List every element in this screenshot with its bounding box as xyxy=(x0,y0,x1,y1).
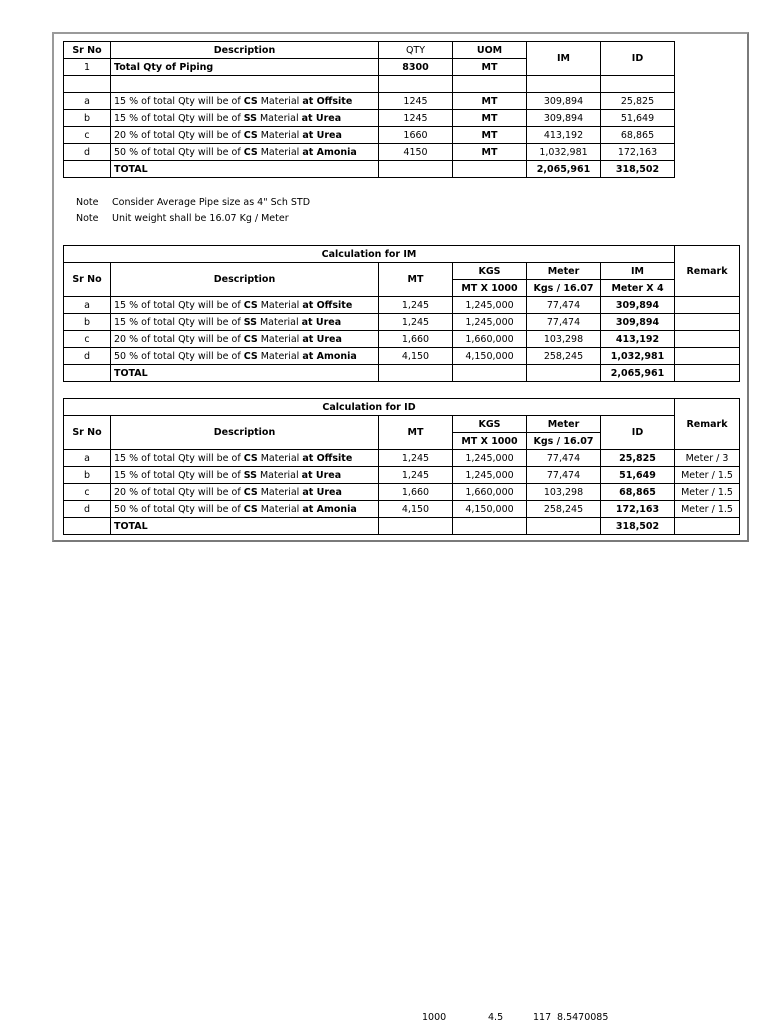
row-kgs: 1,245,000 xyxy=(453,467,527,484)
calc-id-header-meter: Meter xyxy=(527,416,601,433)
summary-total-label: TOTAL xyxy=(111,161,379,178)
row-remark xyxy=(675,297,740,314)
summary-row xyxy=(64,127,675,144)
material-type: CS xyxy=(243,503,258,515)
calc-row xyxy=(64,450,740,467)
calc-row xyxy=(64,501,740,518)
row-sr-no: d xyxy=(64,144,111,161)
row-uom: MT xyxy=(453,127,527,144)
calc-row xyxy=(64,331,740,348)
header-description: Description xyxy=(111,42,379,59)
row-meter: 77,474 xyxy=(527,467,601,484)
row-meter: 77,474 xyxy=(527,297,601,314)
row-sr-no: d xyxy=(64,501,111,518)
summary-blank-row xyxy=(64,76,675,93)
row-value: 309,894 xyxy=(601,297,675,314)
calc-id-header-kgs: KGS xyxy=(453,416,527,433)
row-sr-no: c xyxy=(64,331,111,348)
location: at Urea xyxy=(301,112,342,124)
row-value: 413,192 xyxy=(601,331,675,348)
location: at Urea xyxy=(302,129,342,141)
calc-id-header-kgs-formula: MT X 1000 xyxy=(453,433,527,450)
row-mt: 1,245 xyxy=(379,467,453,484)
row-mt: 1,245 xyxy=(379,314,453,331)
material-type: CS xyxy=(243,333,258,345)
row-description: 15 % of total Qty will be of CS Material at Offsite xyxy=(111,93,379,110)
calc-im-header-row xyxy=(64,263,740,280)
row-value: 68,865 xyxy=(601,484,675,501)
calc-id-header-meter-formula: Kgs / 16.07 xyxy=(527,433,601,450)
row-remark: Meter / 1.5 xyxy=(675,501,740,518)
location: at Offsite xyxy=(302,452,353,464)
row-description: 15 % of total Qty will be of SS Material at Urea xyxy=(111,110,379,127)
material-type: CS xyxy=(243,95,258,107)
calc-row xyxy=(64,467,740,484)
row-uom: MT xyxy=(453,144,527,161)
total-qty-value: 8300 xyxy=(379,59,453,76)
material-type: CS xyxy=(243,350,258,362)
calc-im-header-meter-formula: Kgs / 16.07 xyxy=(527,280,601,297)
note-text: Consider Average Pipe size as 4" Sch STD xyxy=(112,197,311,208)
row-value: 51,649 xyxy=(601,467,675,484)
calc-id-header-id: ID xyxy=(601,416,675,450)
header-sr-no: Sr No xyxy=(64,42,111,59)
calc-row xyxy=(64,484,740,501)
row-value: 172,163 xyxy=(601,501,675,518)
row-meter: 258,245 xyxy=(527,348,601,365)
total-qty-desc: Total Qty of Piping xyxy=(111,59,379,76)
location: at Urea xyxy=(302,333,342,345)
row-id: 68,865 xyxy=(601,127,675,144)
calc-id-rows xyxy=(64,450,740,518)
calc-row xyxy=(64,348,740,365)
row-im: 1,032,981 xyxy=(527,144,601,161)
material-type: CS xyxy=(243,129,258,141)
note-label: Note xyxy=(76,213,99,224)
location: at Urea xyxy=(301,469,342,481)
location: at Amonia xyxy=(302,503,357,515)
calc-im-header-meter: Meter xyxy=(527,263,601,280)
calc-im-header-kgs: KGS xyxy=(453,263,527,280)
row-description: 15 % of total Qty will be of SS Material at Urea xyxy=(111,314,379,331)
location: at Urea xyxy=(301,316,342,328)
row-mt: 1,245 xyxy=(379,297,453,314)
row-value: 309,894 xyxy=(601,314,675,331)
calc-im-title-row xyxy=(64,246,740,263)
row-qty: 4150 xyxy=(379,144,453,161)
row-meter: 103,298 xyxy=(527,484,601,501)
calc-id-title: Calculation for ID xyxy=(64,399,675,416)
note-text: Unit weight shall be 16.07 Kg / Meter xyxy=(112,213,289,224)
row-qty: 1245 xyxy=(379,93,453,110)
row-description: 15 % of total Qty will be of CS Material at Offsite xyxy=(111,450,379,467)
row-description: 50 % of total Qty will be of CS Material at Amonia xyxy=(111,144,379,161)
calc-id-header-mt: MT xyxy=(379,416,453,450)
calc-id-title-row xyxy=(64,399,740,416)
row-sr-no: b xyxy=(64,110,111,127)
row-mt: 4,150 xyxy=(379,501,453,518)
header-id: ID xyxy=(601,42,675,76)
row-kgs: 1,245,000 xyxy=(453,297,527,314)
calc-im-header-remark: Remark xyxy=(675,246,740,297)
summary-row xyxy=(64,93,675,110)
row-sr-no: a xyxy=(64,297,111,314)
footer-value: 4.5 xyxy=(488,1012,504,1023)
row-sr-no: a xyxy=(64,93,111,110)
location: at Amonia xyxy=(302,350,357,362)
calc-id-total-row xyxy=(64,518,740,535)
row-mt: 1,660 xyxy=(379,484,453,501)
calc-id-header-desc: Description xyxy=(111,416,379,450)
row-mt: 1,660 xyxy=(379,331,453,348)
summary-total-row xyxy=(64,161,675,178)
material-type: CS xyxy=(243,486,258,498)
row-uom: MT xyxy=(453,110,527,127)
row-id: 51,649 xyxy=(601,110,675,127)
calc-im-title: Calculation for IM xyxy=(64,246,675,263)
header-qty: QTY xyxy=(379,42,453,59)
row-remark: Meter / 3 xyxy=(675,450,740,467)
row-kgs: 1,245,000 xyxy=(453,314,527,331)
location: at Amonia xyxy=(302,146,357,158)
total-qty-uom: MT xyxy=(453,59,527,76)
row-description: 50 % of total Qty will be of CS Material at Amonia xyxy=(111,501,379,518)
material-type: SS xyxy=(243,469,257,481)
location: at Offsite xyxy=(302,299,353,311)
row-uom: MT xyxy=(453,93,527,110)
header-uom: UOM xyxy=(453,42,527,59)
row-meter: 258,245 xyxy=(527,501,601,518)
header-im: IM xyxy=(527,42,601,76)
calc-im-total-value: 2,065,961 xyxy=(601,365,675,382)
calc-row xyxy=(64,297,740,314)
footer-value: 8.5470085 xyxy=(557,1012,609,1023)
calc-im-header-mt: MT xyxy=(379,263,453,297)
row-remark xyxy=(675,348,740,365)
row-sr-no: a xyxy=(64,450,111,467)
row-qty: 1245 xyxy=(379,110,453,127)
row-description: 20 % of total Qty will be of CS Material at Urea xyxy=(111,331,379,348)
row-im: 413,192 xyxy=(527,127,601,144)
row-kgs: 1,660,000 xyxy=(453,484,527,501)
row-remark: Meter / 1.5 xyxy=(675,484,740,501)
calc-im-header-sr: Sr No xyxy=(64,263,111,297)
row-sr-no: b xyxy=(64,314,111,331)
total-qty-sr: 1 xyxy=(64,59,111,76)
calc-im-header-im: IM xyxy=(601,263,675,280)
row-sr-no: b xyxy=(64,467,111,484)
row-value: 1,032,981 xyxy=(601,348,675,365)
row-remark xyxy=(675,331,740,348)
calc-id-header-row xyxy=(64,416,740,433)
row-kgs: 4,150,000 xyxy=(453,501,527,518)
row-description: 20 % of total Qty will be of CS Material at Urea xyxy=(111,127,379,144)
material-type: CS xyxy=(243,452,258,464)
row-meter: 77,474 xyxy=(527,314,601,331)
row-kgs: 1,245,000 xyxy=(453,450,527,467)
material-type: CS xyxy=(243,299,258,311)
location: at Offsite xyxy=(302,95,353,107)
calc-id-table xyxy=(63,398,740,535)
row-sr-no: c xyxy=(64,127,111,144)
row-sr-no: c xyxy=(64,484,111,501)
summary-header-row xyxy=(64,42,675,59)
row-mt: 4,150 xyxy=(379,348,453,365)
row-qty: 1660 xyxy=(379,127,453,144)
row-remark: Meter / 1.5 xyxy=(675,467,740,484)
row-meter: 77,474 xyxy=(527,450,601,467)
calc-im-total-row xyxy=(64,365,740,382)
row-kgs: 4,150,000 xyxy=(453,348,527,365)
summary-total-id: 318,502 xyxy=(601,161,675,178)
calc-id-header-remark: Remark xyxy=(675,399,740,450)
row-description: 50 % of total Qty will be of CS Material at Amonia xyxy=(111,348,379,365)
calc-id-total-value: 318,502 xyxy=(601,518,675,535)
material-type: SS xyxy=(243,316,257,328)
summary-row xyxy=(64,110,675,127)
summary-total-im: 2,065,961 xyxy=(527,161,601,178)
row-remark xyxy=(675,314,740,331)
row-kgs: 1,660,000 xyxy=(453,331,527,348)
material-type: SS xyxy=(243,112,257,124)
calc-im-header-kgs-formula: MT X 1000 xyxy=(453,280,527,297)
material-type: CS xyxy=(243,146,258,158)
row-description: 15 % of total Qty will be of SS Material at Urea xyxy=(111,467,379,484)
footer-value: 1000 xyxy=(422,1012,447,1023)
row-description: 20 % of total Qty will be of CS Material at Urea xyxy=(111,484,379,501)
calc-im-total-label: TOTAL xyxy=(111,365,379,382)
calc-im-header-desc: Description xyxy=(111,263,379,297)
footer-value: 117 xyxy=(533,1012,552,1023)
summary-rows xyxy=(64,93,675,161)
calc-id-total-label: TOTAL xyxy=(111,518,379,535)
summary-row xyxy=(64,144,675,161)
row-sr-no: d xyxy=(64,348,111,365)
row-meter: 103,298 xyxy=(527,331,601,348)
location: at Urea xyxy=(302,486,342,498)
calc-im-table xyxy=(63,245,740,382)
calc-im-header-im-formula: Meter X 4 xyxy=(601,280,675,297)
row-mt: 1,245 xyxy=(379,450,453,467)
row-id: 172,163 xyxy=(601,144,675,161)
row-value: 25,825 xyxy=(601,450,675,467)
note-label: Note xyxy=(76,197,99,208)
row-im: 309,894 xyxy=(527,93,601,110)
row-id: 25,825 xyxy=(601,93,675,110)
calc-im-rows xyxy=(64,297,740,365)
calc-id-header-sr: Sr No xyxy=(64,416,111,450)
row-im: 309,894 xyxy=(527,110,601,127)
calc-row xyxy=(64,314,740,331)
row-description: 15 % of total Qty will be of CS Material at Offsite xyxy=(111,297,379,314)
summary-table xyxy=(63,41,675,178)
